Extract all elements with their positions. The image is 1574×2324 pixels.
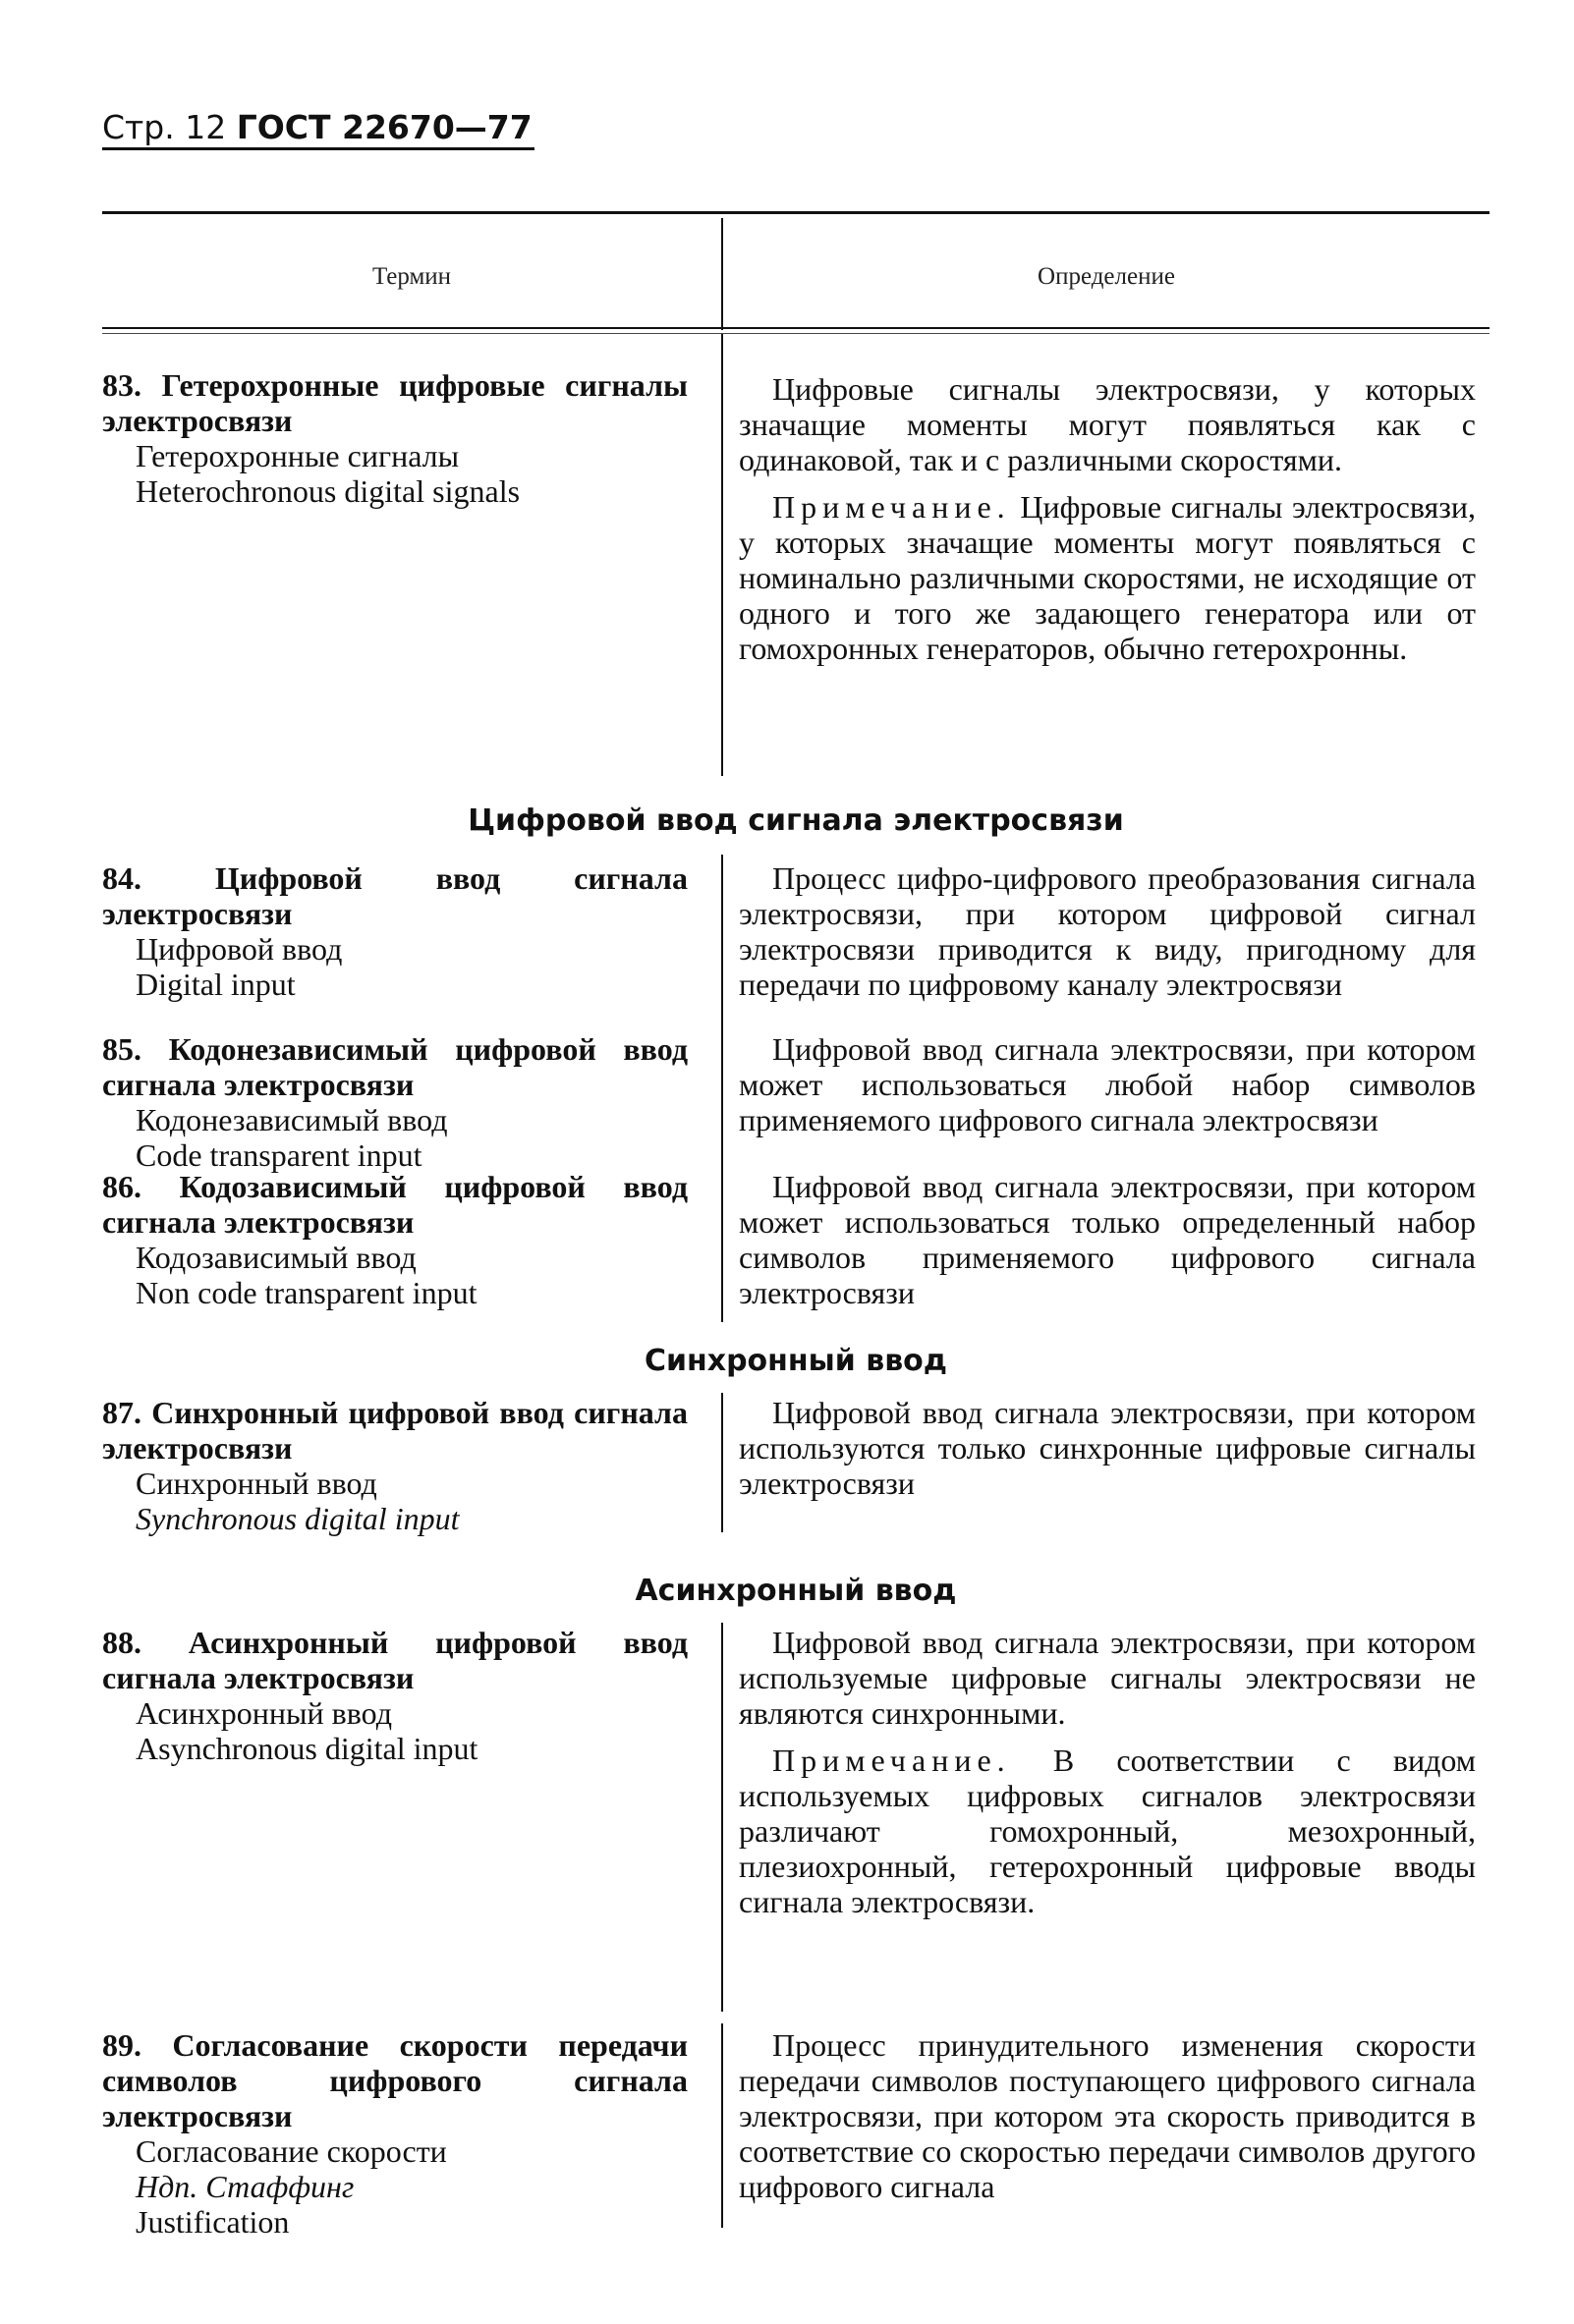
term-english: Digital input <box>136 967 296 1002</box>
definition-88 <box>739 1625 1476 1919</box>
table-header-rule <box>102 327 1490 329</box>
column-divider <box>721 334 723 776</box>
definition-89 <box>739 2027 1476 2204</box>
definition-text: Цифровой ввод сигнала электросвязи, при котором может использоваться любой набор символов применяемого цифрового сигнала электросвязи <box>739 1031 1476 1137</box>
definition-86 <box>739 1169 1476 1310</box>
term-title: 89. Согласование скорости передачи символов цифрового сигнала электросвязи <box>102 2027 688 2133</box>
definition-85 <box>739 1031 1476 1137</box>
definition-note <box>739 489 1476 666</box>
term-88 <box>102 1625 688 1766</box>
term-synonym: Кодозависимый ввод <box>136 1240 417 1275</box>
definition-text: Цифровой ввод сигнала электросвязи, при котором используются только синхронные цифровые сигналы электросвязи <box>739 1395 1476 1501</box>
definition-87 <box>739 1395 1476 1501</box>
term-english: Heterochronous digital signals <box>136 473 521 509</box>
column-divider <box>721 1623 723 2012</box>
column-divider <box>721 1393 723 1532</box>
term-synonym: Асинхронный ввод <box>136 1695 392 1731</box>
term-deprecated: Ндп. Стаффинг <box>136 2169 355 2204</box>
header-underline <box>102 147 534 150</box>
term-87 <box>102 1395 688 1536</box>
section-heading-digital-input: Цифровой ввод сигнала электросвязи <box>468 803 1124 838</box>
term-synonym: Гетерохронные сигналы <box>136 438 460 473</box>
term-title: 84. Цифровой ввод сигнала электросвязи <box>102 860 688 931</box>
standard-number: ГОСТ 22670—77 <box>236 108 533 146</box>
column-divider <box>721 2023 723 2228</box>
term-89 <box>102 2027 688 2240</box>
definition-text: Цифровые сигналы электросвязи, у которых значащие моменты могут появляться как с одинаковой, так и с различными скоростями. <box>739 371 1476 477</box>
term-english: Non code transparent input <box>136 1275 478 1310</box>
term-synonym: Синхронный ввод <box>136 1466 377 1501</box>
term-english: Asynchronous digital input <box>136 1731 478 1766</box>
term-synonym: Цифровой ввод <box>136 931 343 967</box>
definition-text: Процесс цифро-цифрового преобразования сигнала электросвязи, при котором цифровой сигнал электросвязи приводится к виду, пригодному для передачи по цифровому каналу электросвязи <box>739 860 1476 1002</box>
term-english: Synchronous digital input <box>136 1501 460 1536</box>
term-86 <box>102 1169 688 1310</box>
term-85 <box>102 1031 688 1173</box>
term-title: 83. Гетерохронные цифровые сигналы электросвязи <box>102 367 688 438</box>
page-header <box>102 108 533 146</box>
definition-note <box>739 1743 1476 1919</box>
page-number: Стр. 12 <box>102 108 227 146</box>
table-top-rule <box>102 211 1490 214</box>
term-synonym: Кодонезависимый ввод <box>136 1102 448 1137</box>
term-title: 86. Кодозависимый цифровой ввод сигнала электросвязи <box>102 1169 688 1240</box>
section-heading-synchronous: Синхронный ввод <box>644 1344 948 1378</box>
definition-text: Цифровой ввод сигнала электросвязи, при котором может использоваться только определенный набор символов применяемого цифрового сигнала электросвязи <box>739 1169 1476 1310</box>
term-title: 87. Синхронный цифровой ввод сигнала электросвязи <box>102 1395 688 1466</box>
table-header-rule-thin <box>102 333 1490 334</box>
term-title: 88. Асинхронный цифровой ввод сигнала электросвязи <box>102 1625 688 1695</box>
term-title: 85. Кодонезависимый цифровой ввод сигнала электросвязи <box>102 1031 688 1102</box>
section-heading-asynchronous: Асинхронный ввод <box>635 1574 957 1608</box>
note-label: Примечание. <box>772 1743 1011 1778</box>
column-divider <box>721 855 723 1322</box>
column-header-definition: Определение <box>1038 263 1175 290</box>
definition-83 <box>739 371 1476 666</box>
definition-text: Процесс принудительного изменения скорости передачи символов поступающего цифрового сигнала электросвязи, при котором эта скорость приводится в соответствие со скоростью передачи символов другого цифрового сигнала <box>739 2027 1476 2204</box>
term-synonym: Согласование скорости <box>136 2133 447 2169</box>
definition-text: Цифровой ввод сигнала электросвязи, при котором используемые цифровые сигналы электросвязи не являются синхронными. <box>739 1625 1476 1731</box>
column-header-term: Термин <box>371 263 452 290</box>
note-text: Цифровые сигналы электросвязи, у которых значащие моменты могут появляться с номинально различными скоростями, не исходящие от одного и того же задающего генератора или от гомохронных генераторов, обычно гетерохронны. <box>739 489 1477 666</box>
term-83 <box>102 367 688 509</box>
definition-84 <box>739 860 1476 1002</box>
note-text: В соответствии с видом используемых цифровых сигналов электросвязи различают гомохронный, мезохронный, плезиохронный, гетерохронный цифровые вводы сигнала электросвязи. <box>739 1743 1477 1919</box>
term-84 <box>102 860 688 1002</box>
term-english: Code transparent input <box>136 1137 422 1173</box>
note-label: Примечание. <box>772 489 1011 525</box>
term-english: Justification <box>136 2204 290 2240</box>
